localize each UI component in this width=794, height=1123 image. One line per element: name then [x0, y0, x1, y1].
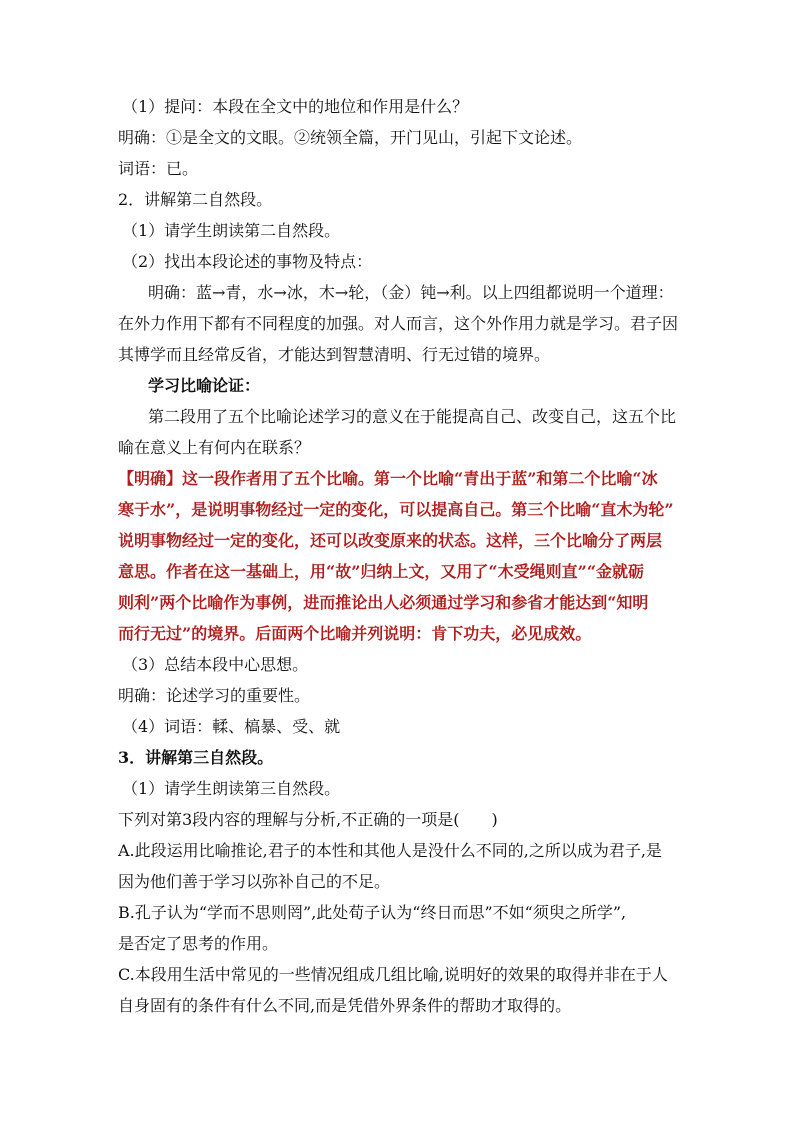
- answer-2-line-1: 明确：蓝→青，水→冰，木→轮，（金）钝→利。以上四组都说明一个道理：: [148, 283, 674, 302]
- section-2-step-2: （2）找出本段论述的事物及特点：: [122, 252, 373, 271]
- analogy-heading: 学习比喻论证：: [148, 376, 261, 395]
- analogy-answer-line-3: 说明事物经过一定的变化，还可以改变原来的状态。这样，三个比喻分了两层: [118, 531, 663, 550]
- section-2-step-4: （4）词语：輮、槁暴、受、就: [122, 717, 341, 736]
- section-2-step-1: （1）请学生朗读第二自然段。: [122, 221, 341, 240]
- document-body: [118, 91, 678, 1021]
- option-b-line-2: 是否定了思考的作用。: [118, 934, 279, 953]
- section-2-step-3: （3）总结本段中心思想。: [122, 655, 309, 674]
- section-2-heading: 2．讲解第二自然段。: [118, 190, 273, 209]
- analogy-answer-line-4: 意思。作者在这一基础上，用“故”归纳上文，又用了“木受绳则直”“金就砺: [118, 562, 645, 581]
- answer-3: 明确：论述学习的重要性。: [118, 686, 311, 705]
- analogy-question-line-1: 第二段用了五个比喻论述学习的意义在于能提高自己、改变自己，这五个比: [148, 407, 677, 426]
- analogy-answer-line-5: 则利”两个比喻作为事例，进而推论出人必须通过学习和参省才能达到“知明: [118, 593, 649, 612]
- option-c-line-2: 自身固有的条件有什么不同,而是凭借外界条件的帮助才取得的。: [118, 996, 572, 1015]
- section-3-heading: 3．讲解第三自然段。: [118, 748, 274, 767]
- option-b-line-1: B.孔子认为“学而不思则罔”,此处荀子认为“终日而思”不如“须臾之所学”,: [118, 903, 627, 922]
- answer-2-line-3: 其博学而且经常反省，才能达到智慧清明、行无过错的境界。: [118, 345, 551, 364]
- analogy-answer-line-6: 而行无过”的境界。后面两个比喻并列说明：肯下功夫，必见成效。: [118, 624, 592, 643]
- option-c-line-1: C.本段用生活中常见的一些情况组成几组比喻,说明好的效果的取得并非在于人: [118, 965, 668, 984]
- option-a-line-2: 因为他们善于学习以弥补自己的不足。: [118, 872, 391, 891]
- exercise-question: 下列对第3段内容的理解与分析,不正确的一项是( ): [118, 810, 498, 829]
- analogy-question-line-2: 喻在意义上有何内在联系？: [118, 438, 311, 457]
- vocab-1: 词语：已。: [118, 159, 199, 178]
- option-a-line-1: A.此段运用比喻推论,君子的本性和其他人是没什么不同的,之所以成为君子,是: [118, 841, 662, 860]
- answer-1: 明确：①是全文的文眼。②统领全篇，开门见山，引起下文论述。: [118, 128, 583, 147]
- answer-2-line-2: 在外力作用下都有不同程度的加强。对人而言，这个外作用力就是学习。君子因: [118, 314, 678, 333]
- analogy-answer-line-2: 寒于水”，是说明事物经过一定的变化，可以提高自己。第三个比喻“直木为轮”: [118, 500, 674, 519]
- analogy-answer-line-1: 【明确】这一段作者用了五个比喻。第一个比喻“青出于蓝”和第二个比喻“冰: [118, 469, 658, 488]
- section-3-step-1: （1）请学生朗读第三自然段。: [122, 779, 341, 798]
- question-1-prompt: （1）提问：本段在全文中的地位和作用是什么？: [122, 97, 469, 116]
